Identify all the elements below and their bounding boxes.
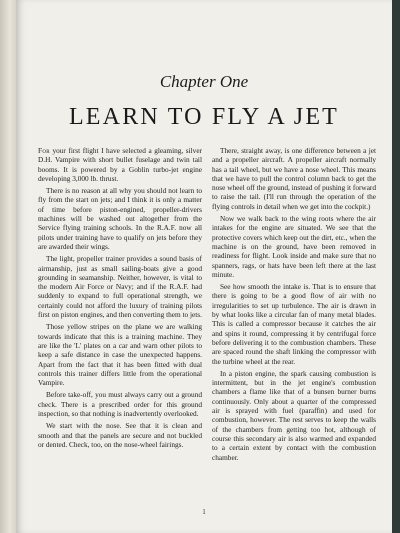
paragraph: We start with the nose. See that it is clean and smooth and that the panels are secure and not buckled or dented. Check, too, on the nose-wheel fairings. (38, 421, 202, 449)
left-text-column (38, 146, 202, 452)
paragraph: There is no reason at all why you should not learn to fly from the start on jets; and I think it is only a matter of time before piston-engined, propeller-drivers machines will be washed out altogether from the Service flying training schools. In the R.A.F. now all pilots under training have to qualify on jets before they are awarded their wings. (38, 186, 202, 251)
paragraph: There, straight away, is one difference between a jet and a propeller aircraft. A propeller aircraft normally has a tail wheel, but we have a nose wheel. This means that we have to pull the control column back to get the nose wheel off the ground, instead of pushing it forward to raise the tail. (I'll run through the operation of the flying controls in detail when we get into the cockpit.) (212, 146, 377, 211)
paragraph (38, 146, 202, 183)
book-page (16, 0, 392, 533)
page-number: 1 (202, 508, 206, 516)
paragraph: Now we walk back to the wing roots where the air intakes for the engine are situated. We see that the protective covers which keep out the dirt, etc., when the machine is on the ground, have been removed in readiness for flight. Look inside and make sure that no spanners, rags, or hats have been left there at the last minute. (212, 214, 376, 279)
chapter-number: Chapter One (159, 72, 249, 91)
book-spine-edge (0, 0, 16, 533)
paragraph: See how smooth the intake is. That is to ensure that there is going to be a good flow of air with no irregularities to set up turbulence. The air is drawn in by what looks like a circular fan of many metal blades. This is called a compressor because it catches the air and spins it round, compressing it by centrifugal force before delivering it to the combustion chambers. These are spaced round the shaft linking the compressor with the turbine wheel at the rear. (212, 282, 376, 366)
paragraph: The light, propeller trainer provides a sound basis of airmanship, just as small sailing-boats give a good grounding in seamanship. Neither, however, is vital to the modern Air Force or Navy; and if the R.A.F. had suddenly to expand to full operational strength, we certainly could not afford the luxury of training pilots first on piston engines, and then converting them to jets. (38, 254, 202, 320)
paragraph-text: your first flight I have selected a gleaming, silver D.H. Vampire with short bullet fuselage and twin tail booms. It is powered by a Goblin turbo-jet engine developing 3,000 lb. thrust. (38, 146, 202, 183)
paragraph: In a piston engine, the spark causing combustion is intermittent, but in the jet engine's combustion chambers a flame like that of a bunsen burner burns continuously. Only about a quarter of the compressed air is sprayed with fuel (paraffin) and used for combustion, however. The rest serves to keep the walls of the chambers from getting too hot, although of course this secondary air is also warmed and expanded to a certain extent by contact with the combustion chamber. (212, 368, 376, 462)
paragraph-lead: For (38, 146, 50, 155)
right-text-column (212, 146, 376, 465)
paragraph: Those yellow stripes on the plane we are walking towards indicate that this is a training machine. They are like the 'L' plates on a car and warn other pilots to keep a safe distance in case the unexpected happens. Apart from the fact that it has been fitted with dual controls this trainer differs little from the operational Vampire. (38, 322, 202, 388)
chapter-title: LEARN TO FLY A JET (68, 104, 340, 130)
paragraph: Before take-off, you must always carry out a ground check. There is a prescribed order for this ground inspection, so that nothing is inadvertently overlooked. (38, 390, 202, 419)
